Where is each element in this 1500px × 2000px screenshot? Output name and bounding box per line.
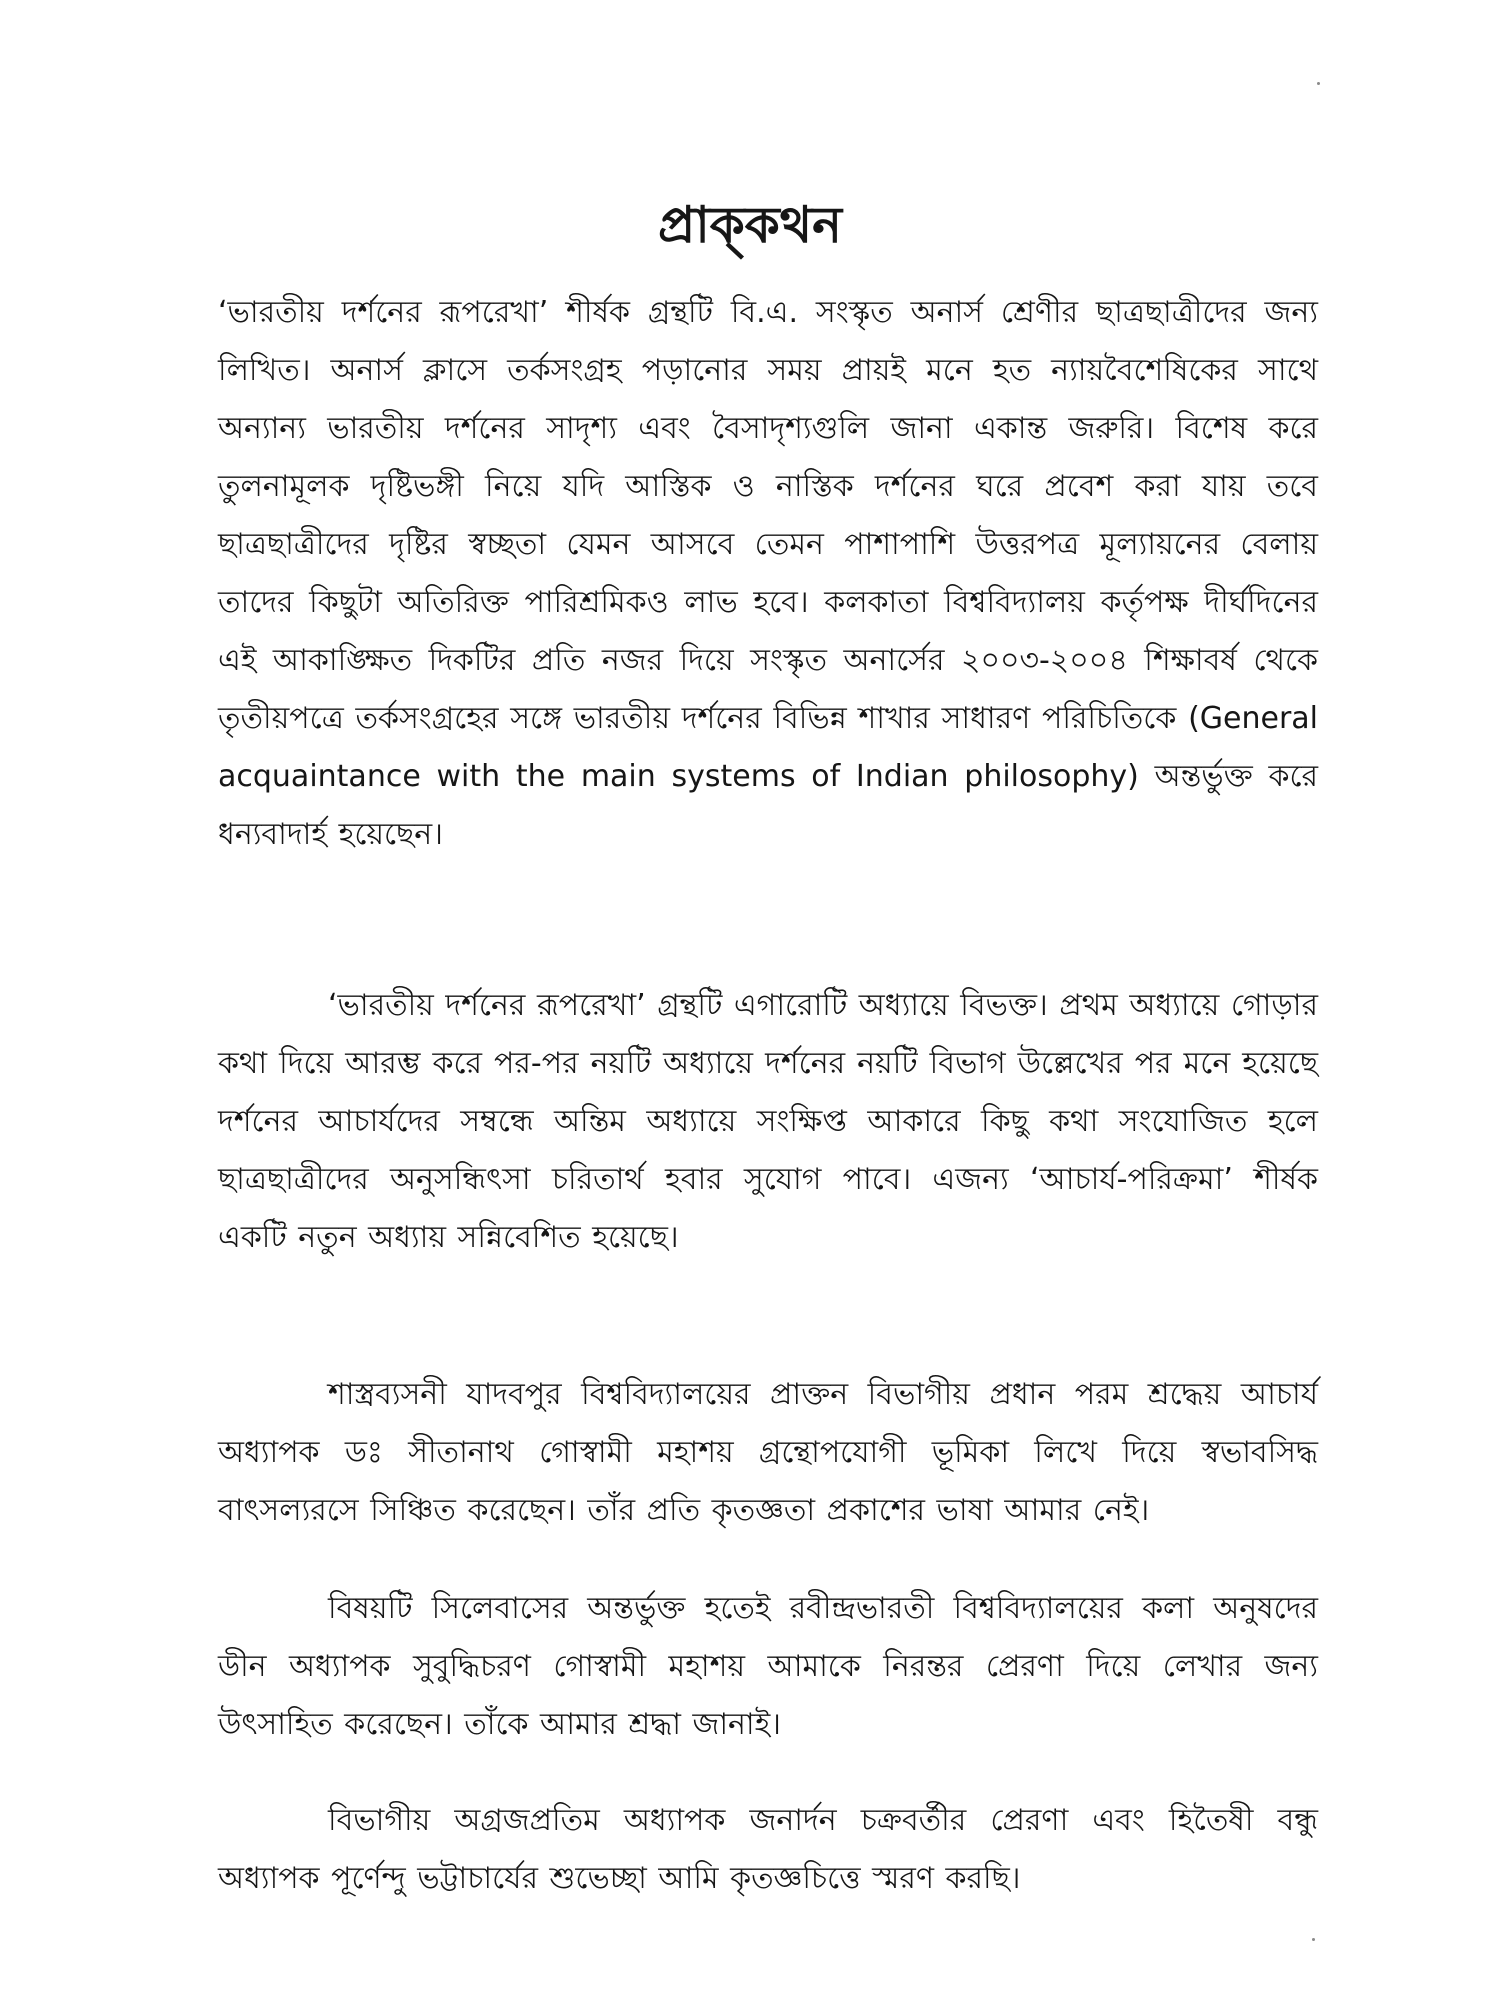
paragraph-4: বিষয়টি সিলেবাসের অন্তর্ভুক্ত হতেই রবীন্দ্রভারতী বিশ্ববিদ্যালয়ের কলা অনুষদের ডীন অধ্যাপক সুবুদ্ধিচরণ গোস্বামী মহাশয় আমাকে নিরন্তর প্রেরণা দিয়ে লেখার জন্য উৎসাহিত করেছেন। তাঁকে আমার শ্রদ্ধা জানাই। bbox=[218, 1591, 1318, 1742]
page-title: প্রাক্‌কথন bbox=[657, 196, 842, 254]
scan-speck bbox=[1317, 82, 1320, 85]
paragraph-2: ‘ভারতীয় দর্শনের রূপরেখা’ গ্রন্থটি এগারোটি অধ্যায়ে বিভক্ত। প্রথম অধ্যায়ে গোড়ার কথা দিয়ে আরম্ভ করে পর-পর নয়টি অধ্যায়ে দর্শনের নয়টি বিভাগ উল্লেখের পর মনে হয়েছে দর্শনের আচার্যদের সম্বন্ধে অন্তিম অধ্যায়ে সংক্ষিপ্ত আকারে কিছু কথা সংযোজিত হলে ছাত্রছাত্রীদের অনুসন্ধিৎসা চরিতার্থ হবার সুযোগ পাবে। এজন্য ‘আচার্য-পরিক্রমা’ শীর্ষক একটি নতুন অধ্যায় সন্নিবেশিত হয়েছে। bbox=[218, 988, 1318, 1255]
paragraph-3: শাস্ত্রব্যসনী যাদবপুর বিশ্ববিদ্যালয়ের প্রাক্তন বিভাগীয় প্রধান পরম শ্রদ্ধেয় আচার্য অধ্যাপক ডঃ সীতানাথ গোস্বামী মহাশয় গ্রন্থোপযোগী ভূমিকা লিখে দিয়ে স্বভাবসিদ্ধ বাৎসল্যরসে সিঞ্চিত করেছেন। তাঁর প্রতি কৃতজ্ঞতা প্রকাশের ভাষা আমার নেই। bbox=[218, 1377, 1318, 1528]
paragraph-5: বিভাগীয় অগ্রজপ্রতিম অধ্যাপক জনার্দন চক্রবর্তীর প্রেরণা এবং হিতৈষী বন্ধু অধ্যাপক পূর্ণেন্দু ভট্টাচার্যের শুভেচ্ছা আমি কৃতজ্ঞচিত্তে স্মরণ করছি। bbox=[218, 1803, 1318, 1896]
paragraph-1: ‘ভারতীয় দর্শনের রূপরেখা’ শীর্ষক গ্রন্থটি বি.এ. সংস্কৃত অনার্স শ্রেণীর ছাত্রছাত্রীদের জন্য লিখিত। অনার্স ক্লাসে তর্কসংগ্রহ পড়ানোর সময় প্রায়ই মনে হত ন্যায়বৈশেষিকের সাথে অন্যান্য ভারতীয় দর্শনের সাদৃশ্য এবং বৈসাদৃশ্যগুলি জানা একান্ত জরুরি। বিশেষ করে তুলনামূলক দৃষ্টিভঙ্গী নিয়ে যদি আস্তিক ও নাস্তিক দর্শনের ঘরে প্রবেশ করা যায় তবে ছাত্রছাত্রীদের দৃষ্টির স্বচ্ছতা যেমন আসবে তেমন পাশাপাশি উত্তরপত্র মূল্যায়নের বেলায় তাদের কিছুটা অতিরিক্ত পারিশ্রমিকও লাভ হবে। কলকাতা বিশ্ববিদ্যালয় কর্তৃপক্ষ দীর্ঘদিনের এই আকাঙ্ক্ষিত দিকটির প্রতি নজর দিয়ে সংস্কৃত অনার্সের ২০০৩-২০০৪ শিক্ষাবর্ষ থেকে তৃতীয়পত্রে তর্কসংগ্রহের সঙ্গে ভারতীয় দর্শনের বিভিন্ন শাখার সাধারণ পরিচিতিকে (General acquaintance with the main systems of Indian philosophy) অন্তর্ভুক্ত করে ধন্যবাদার্হ হয়েছেন। bbox=[218, 295, 1318, 852]
scan-speck bbox=[1312, 1938, 1315, 1941]
